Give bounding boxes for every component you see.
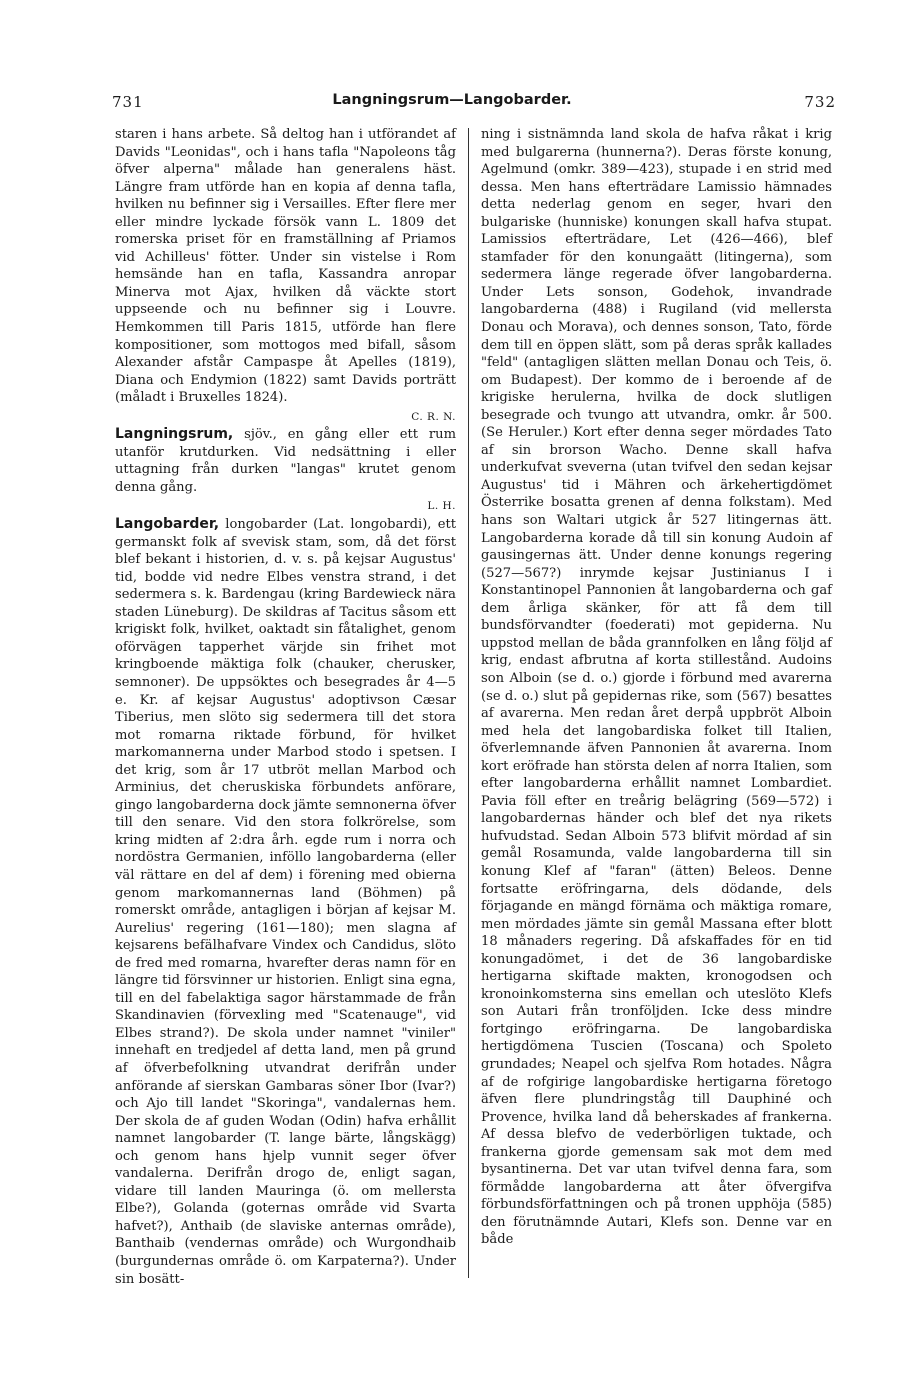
entry-headword: Langobarder,: [115, 516, 220, 533]
entry-langobarder-continued: ning i sistnämnda land skola de hafva råkat i krig med bulgarerna (hunnerna?). Deras förste konung, Agelmund (omkr. 389—423), stupade i en strid med dessa. Men hans efterträdare Lamissio hämnades detta nederlag genom en seger, hvari den bulgariske (hunniske) konungen skall hafva stupat. Lamissios efterträdare, Let (426—466), blef stamfader för den konungaätt (litingerna), som sedermera länge regerade öfver langobarderna. Under Lets sonson, Godehok, invandrade langobarderna (488) i Rugiland (vid mellersta Donau och Morava), och dennes sonson, Tato, förde dem till en öppen slätt, som på deras språk kallades "feld" (antagligen slätten mellan Donau och Teis, ö. om Budapest). Der kommo de i beroende af de krigiske herulerna, hvilka de dock slutligen besegrade och tvungo att utvandra, omkr. år 500. (Se Heruler.) Kort efter denna seger mördades Tato af sin brorson Wacho. Denne skall hafva underkufvat sveverna (utan tvifvel den sedan kejsar Augustus' tid i Mähren och ärkehertigdömet Österrike bosatta grenen af denna folkstam). Med hans son Waltari utgick år 527 litingernas ätt. Langobarderna korade då till sin konung Audoin af gausingernas ätt. Under denne konungs regering (527—567?) inrymde kejsar Justinianus I i Konstantinopel Pannonien åt langobarderna och gaf dem årliga skänker, för att få dem till bundsförvandter (foederati) mot gepiderna. Nu uppstod mellan de båda grannfolken en lång följd af krig, endast afbrutna af korta stillestånd. Audoins son Alboin (se d. o.) gjorde i förbund med avarerna (se d. o.) slut på gepidernas rike, som (567) besattes af avarerna. Men redan året derpå uppbröt Alboin med hela det langobardiska folket till Italien, öfverlemnande äfven Pannonien åt avarerna. Inom kort eröfrade han största delen af norra Italien, som efter langobarderna erhållit namnet Lombardiet. Pavia föll efter en treårig belägring (569—572) i langobardernas händer och blef det nya rikets hufvudstad. Sedan Alboin 573 blifvit mördad af sin gemål Rosamunda, valde langobarderna till sin konung Klef af "faran" (ätten) Beleos. Denne fortsatte eröfringarna, dels dödande, dels förjagande en mängd förnäma och mäktiga romare, men mördades jämte sin gemål Massana efter blott 18 månaders regering. Då afskaffades för en tid konungadömet, i det de 36 langobardiske hertigarna skiftade makten, kronogodsen och kronoinkomsterna sins emellan och uteslöto Klefs son Autari från tronföljden. Icke dess mindre fortgingo eröfringarna. De langobardiska hertigdömena Tuscien (Toscana) och Spoleto grundades; Neapel och sjelfva Rom hotades. Några af de rofgirige langobardiske hertigarna företogo äfven flere plundringståg till Dauphiné och Provence, hvilka land då beherskades af frankerna. Af dessa blefvo de vederbörligen tuktade, och frankerna gjorde gemensam sak mot dem med bysantinerna. Det var utan tvifvel denna fara, som förmådde langobarderna att åter öfvergifva förbundsförfattningen och på tronen upphöja (585) den förutnämnde Autari, Klefs son. Denne var en både: [481, 127, 832, 1248]
signature-cr-n: C. R. N.: [411, 410, 456, 423]
entry-langningsrum: [115, 426, 456, 496]
entry-langlois-continuation: staren i hans arbete. Så deltog han i utförandet af Davids "Leonidas", och i hans tafla "Napoleons tåg öfver alperna" målade han generalens häst. Längre fram utförde han en kopia af denna tafla, hvilken nu befinner sig i Versailles. Efter flere mer eller mindre lyckade försök vann L. 1809 det romerska priset för en framställning af Priamos vid Achilleus' fötter. Under sin vistelse i Rom hemsände han en tafla, Kassandra anropar Minerva mot Ajax, hvilken då väckte stort uppseende och nu befinner sig i Louvre. Hemkommen till Paris 1815, utförde han flere kompositioner, som mottogos med bifall, såsom Alexander afstår Campaspe åt Apelles (1819), Diana och Endymion (1822) samt Davids porträtt (måladt i Bruxelles 1824).: [115, 127, 456, 406]
column-divider: [468, 128, 469, 1278]
left-column: [115, 126, 456, 1288]
entry-headword: Langningsrum,: [115, 426, 234, 443]
page-number-left: 731: [112, 93, 144, 111]
entry-text: longobarder (Lat. longobardi), ett germanskt folk af svevisk stam, som, då det först blef bekant i historien, d. v. s. på kejsar Augustus' tid, bodde vid nedre Elbes venstra strand, i det sedermera s. k. Bardengau (kring Bardewieck nära staden Lüneburg). De skildras af Tacitus såsom ett krigiskt folk, hvilket, oaktadt sin fåtalighet, genom oförvägen tapperhet värjde sin frihet mot kringboende mäktiga folk (chauker, cherusker, semnoner). De uppsöktes och besegrades år 4—5 e. Kr. af kejsar Augustus' adoptivson Cæsar Tiberius, men slöto sig sedermera till det stora mot romarna riktade förbund, för hvilket markomannerna under Marbod stodo i spetsen. I det krig, som år 17 utbröt mellan Marbod och Arminius, det cheruskiska förbundets anförare, gingo langobarderna dock jämte semnonerna öfver till den senare. Vid den stora folkrörelse, som kring midten af 2:dra årh. egde rum i norra och nordöstra Germanien, inföllo langobarderna (eller väl rättare en del af dem) i förening med obierna genom markomannernas land (Böhmen) på romerskt område, antagligen i början af kejsar M. Aurelius' regering (161—180); men slagna af kejsarens befälhafvare Vindex och Candidus, slöto de fred med romarna, hvarefter deras namn för en längre tid försvinner ur historien. Enligt sina egna, till en del fabelaktiga sagor härstammade de från Skandinavien (förvexling med "Scatenauge", vid Elbes strand?). De skola under namnet "viniler" innehaft en tredjedel af detta land, men på grund af öfverbefolkning utvandrat derifrån under anförande af sierskan Gambaras söner Ibor (Ivar?) och Ajo till landet "Skoringa", vandalernas hem. Der skola de af guden Wodan (Odin) hafva erhållit namnet langobarder (T. lange bärte, långskägg) och genom hans hjelp vunnit seger öfver vandalerna. Derifrån drogo de, enligt sagan, vidare till landen Mauringa (ö. om mellersta Elbe?), Golanda (goternas område vid Svarta hafvet?), Anthaib (de slaviske anternas område), Banthaib (vendernas område) och Wurgondhaib (burgundernas område ö. om Karpaterna?). Under sin bosätt-: [115, 517, 456, 1287]
page-number-right: 732: [804, 93, 836, 111]
right-column: [481, 126, 832, 1249]
signature-lh: L. H.: [427, 500, 456, 513]
entry-text: sjöv., en gång eller ett rum utanför krutdurken. Vid nedsättning i eller uttagning från durken "langas" krutet genom denna gång.: [115, 427, 456, 495]
running-title: Langningsrum—Langobarder.: [332, 92, 572, 108]
entry-langobarder: [115, 516, 456, 1288]
